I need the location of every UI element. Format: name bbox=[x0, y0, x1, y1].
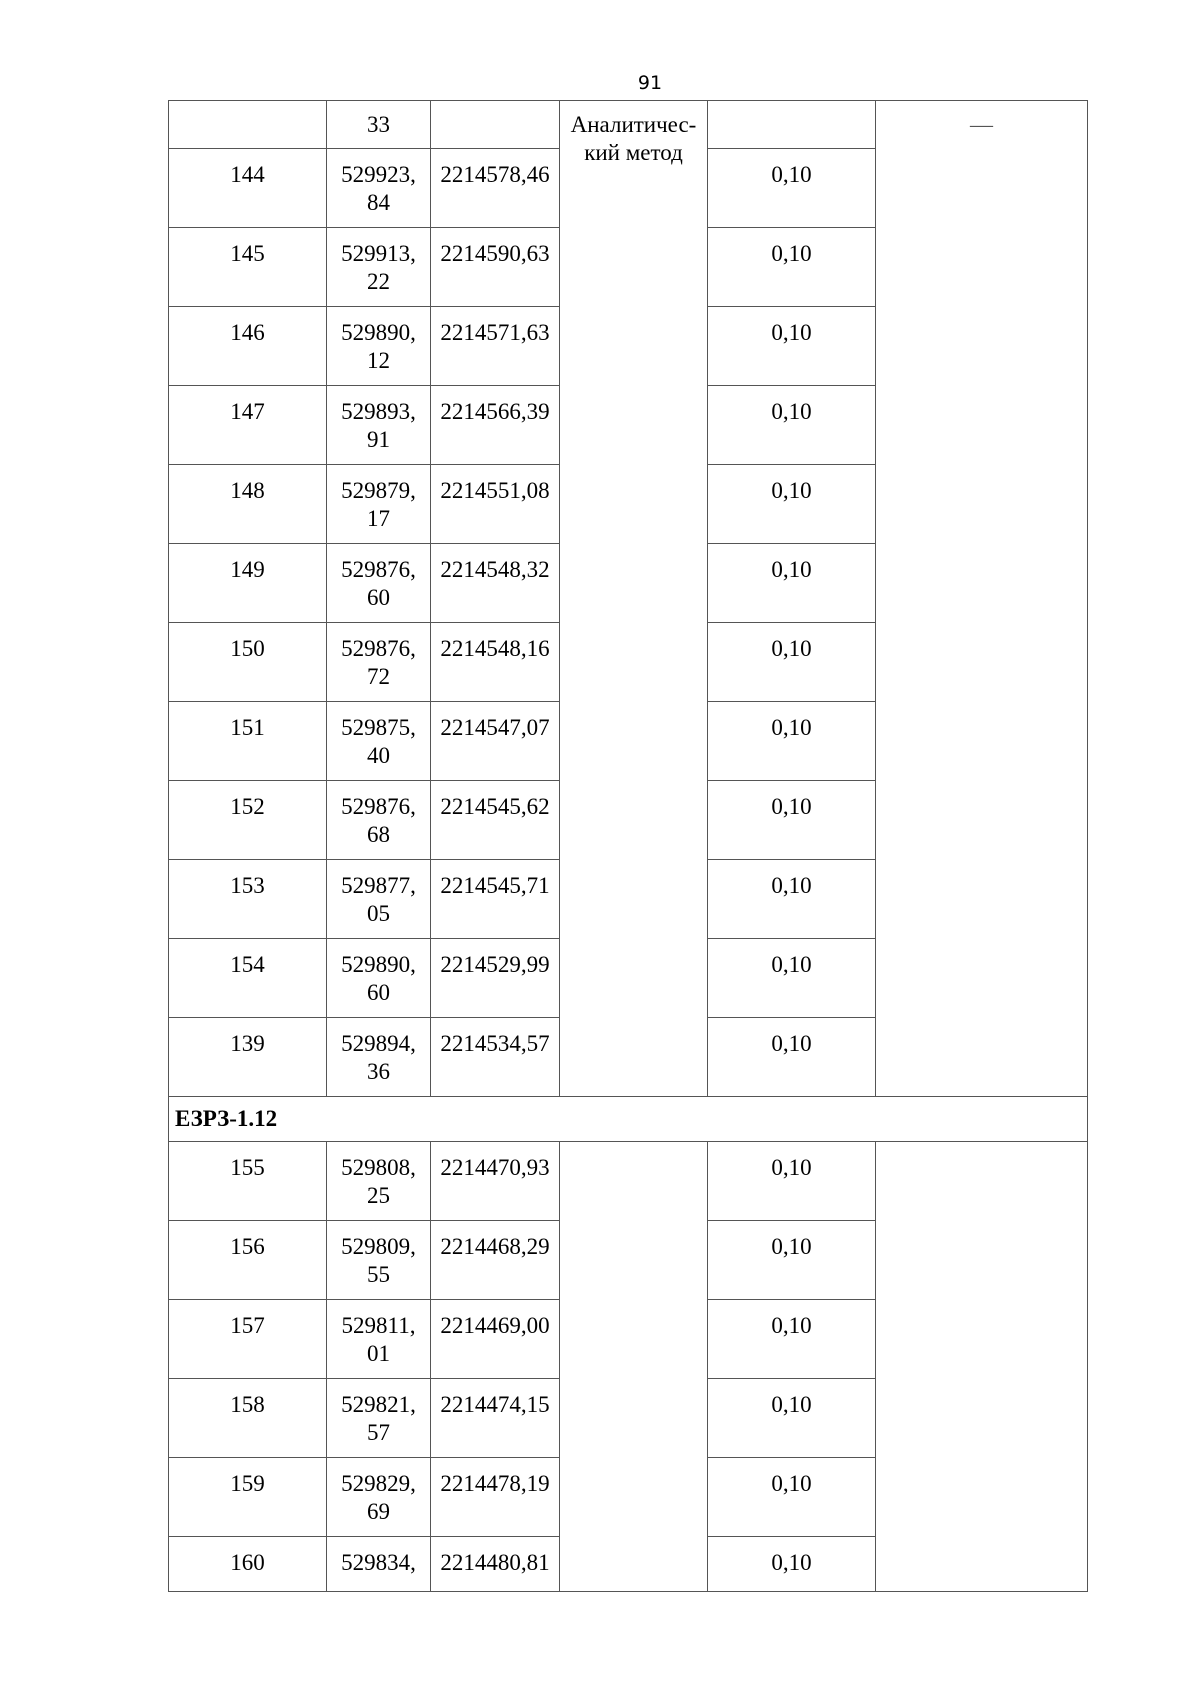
point-cell: 160 bbox=[169, 1537, 327, 1592]
point-cell: 144 bbox=[169, 149, 327, 228]
point-cell bbox=[169, 101, 327, 149]
accuracy-cell: 0,10 bbox=[708, 939, 876, 1018]
x-coordinate-cell: 529811, 01 bbox=[327, 1300, 431, 1379]
accuracy-cell: 0,10 bbox=[708, 465, 876, 544]
accuracy-cell: 0,10 bbox=[708, 1018, 876, 1097]
extra-cell bbox=[876, 101, 1088, 1097]
method-cell-empty bbox=[560, 1142, 708, 1592]
y-coordinate-cell: 2214545,71 bbox=[431, 860, 560, 939]
extra-cell-empty bbox=[876, 1142, 1088, 1592]
x-coordinate-cell: 529876, 72 bbox=[327, 623, 431, 702]
section-title: ЕЗРЗ-1.12 bbox=[169, 1097, 1088, 1142]
x-coordinate-cell: 529875, 40 bbox=[327, 702, 431, 781]
x-coordinate-cell: 529890, 12 bbox=[327, 307, 431, 386]
y-coordinate-cell: 2214551,08 bbox=[431, 465, 560, 544]
accuracy-cell: 0,10 bbox=[708, 702, 876, 781]
point-cell: 151 bbox=[169, 702, 327, 781]
point-cell: 139 bbox=[169, 1018, 327, 1097]
section-row bbox=[169, 1097, 1088, 1142]
dash-mark: — bbox=[970, 112, 993, 137]
accuracy-cell: 0,10 bbox=[708, 1142, 876, 1221]
accuracy-cell: 0,10 bbox=[708, 228, 876, 307]
point-cell: 152 bbox=[169, 781, 327, 860]
point-cell: 159 bbox=[169, 1458, 327, 1537]
y-coordinate-cell: 2214468,29 bbox=[431, 1221, 560, 1300]
y-coordinate-cell: 2214478,19 bbox=[431, 1458, 560, 1537]
x-coordinate-cell: 529894, 36 bbox=[327, 1018, 431, 1097]
table-header-row bbox=[169, 101, 1088, 149]
method-cell bbox=[560, 101, 708, 1097]
y-coordinate-cell: 2214548,32 bbox=[431, 544, 560, 623]
x-coordinate-cell: 529923, 84 bbox=[327, 149, 431, 228]
accuracy-cell: 0,10 bbox=[708, 1458, 876, 1537]
x-coordinate-cell: 529879, 17 bbox=[327, 465, 431, 544]
y-coordinate-cell: 2214571,63 bbox=[431, 307, 560, 386]
x-coordinate-cell: 33 bbox=[327, 101, 431, 149]
point-cell: 154 bbox=[169, 939, 327, 1018]
accuracy-cell: 0,10 bbox=[708, 1300, 876, 1379]
x-coordinate-cell: 529809, 55 bbox=[327, 1221, 431, 1300]
accuracy-cell: 0,10 bbox=[708, 149, 876, 228]
point-cell: 153 bbox=[169, 860, 327, 939]
point-cell: 156 bbox=[169, 1221, 327, 1300]
accuracy-cell: 0,10 bbox=[708, 781, 876, 860]
y-coordinate-cell: 2214474,15 bbox=[431, 1379, 560, 1458]
page-number: 91 bbox=[637, 72, 663, 94]
point-cell: 158 bbox=[169, 1379, 327, 1458]
y-coordinate-cell bbox=[431, 101, 560, 149]
y-coordinate-cell: 2214470,93 bbox=[431, 1142, 560, 1221]
accuracy-cell: 0,10 bbox=[708, 1537, 876, 1592]
y-coordinate-cell: 2214534,57 bbox=[431, 1018, 560, 1097]
x-coordinate-cell: 529893, 91 bbox=[327, 386, 431, 465]
x-coordinate-cell: 529834, bbox=[327, 1537, 431, 1592]
accuracy-cell: 0,10 bbox=[708, 860, 876, 939]
accuracy-cell: 0,10 bbox=[708, 1221, 876, 1300]
table-row bbox=[169, 1142, 1088, 1221]
accuracy-cell: 0,10 bbox=[708, 307, 876, 386]
point-cell: 147 bbox=[169, 386, 327, 465]
y-coordinate-cell: 2214566,39 bbox=[431, 386, 560, 465]
y-coordinate-cell: 2214547,07 bbox=[431, 702, 560, 781]
point-cell: 145 bbox=[169, 228, 327, 307]
accuracy-cell: 0,10 bbox=[708, 386, 876, 465]
x-coordinate-cell: 529808, 25 bbox=[327, 1142, 431, 1221]
point-cell: 157 bbox=[169, 1300, 327, 1379]
accuracy-cell: 0,10 bbox=[708, 1379, 876, 1458]
x-coordinate-cell: 529877, 05 bbox=[327, 860, 431, 939]
accuracy-cell: 0,10 bbox=[708, 623, 876, 702]
point-cell: 146 bbox=[169, 307, 327, 386]
y-coordinate-cell: 2214548,16 bbox=[431, 623, 560, 702]
point-cell: 149 bbox=[169, 544, 327, 623]
x-coordinate-cell: 529890, 60 bbox=[327, 939, 431, 1018]
accuracy-cell: 0,10 bbox=[708, 544, 876, 623]
y-coordinate-cell: 2214529,99 bbox=[431, 939, 560, 1018]
x-coordinate-cell: 529913, 22 bbox=[327, 228, 431, 307]
y-coordinate-cell: 2214469,00 bbox=[431, 1300, 560, 1379]
accuracy-cell bbox=[708, 101, 876, 149]
x-coordinate-cell: 529876, 60 bbox=[327, 544, 431, 623]
x-coordinate-cell: 529876, 68 bbox=[327, 781, 431, 860]
y-coordinate-cell: 2214590,63 bbox=[431, 228, 560, 307]
point-cell: 150 bbox=[169, 623, 327, 702]
y-coordinate-cell: 2214480,81 bbox=[431, 1537, 560, 1592]
x-coordinate-cell: 529821, 57 bbox=[327, 1379, 431, 1458]
y-coordinate-cell: 2214545,62 bbox=[431, 781, 560, 860]
method-label: Аналитичес- кий метод bbox=[570, 112, 697, 165]
coordinates-table bbox=[168, 100, 1088, 1592]
x-coordinate-cell: 529829, 69 bbox=[327, 1458, 431, 1537]
point-cell: 155 bbox=[169, 1142, 327, 1221]
point-cell: 148 bbox=[169, 465, 327, 544]
y-coordinate-cell: 2214578,46 bbox=[431, 149, 560, 228]
